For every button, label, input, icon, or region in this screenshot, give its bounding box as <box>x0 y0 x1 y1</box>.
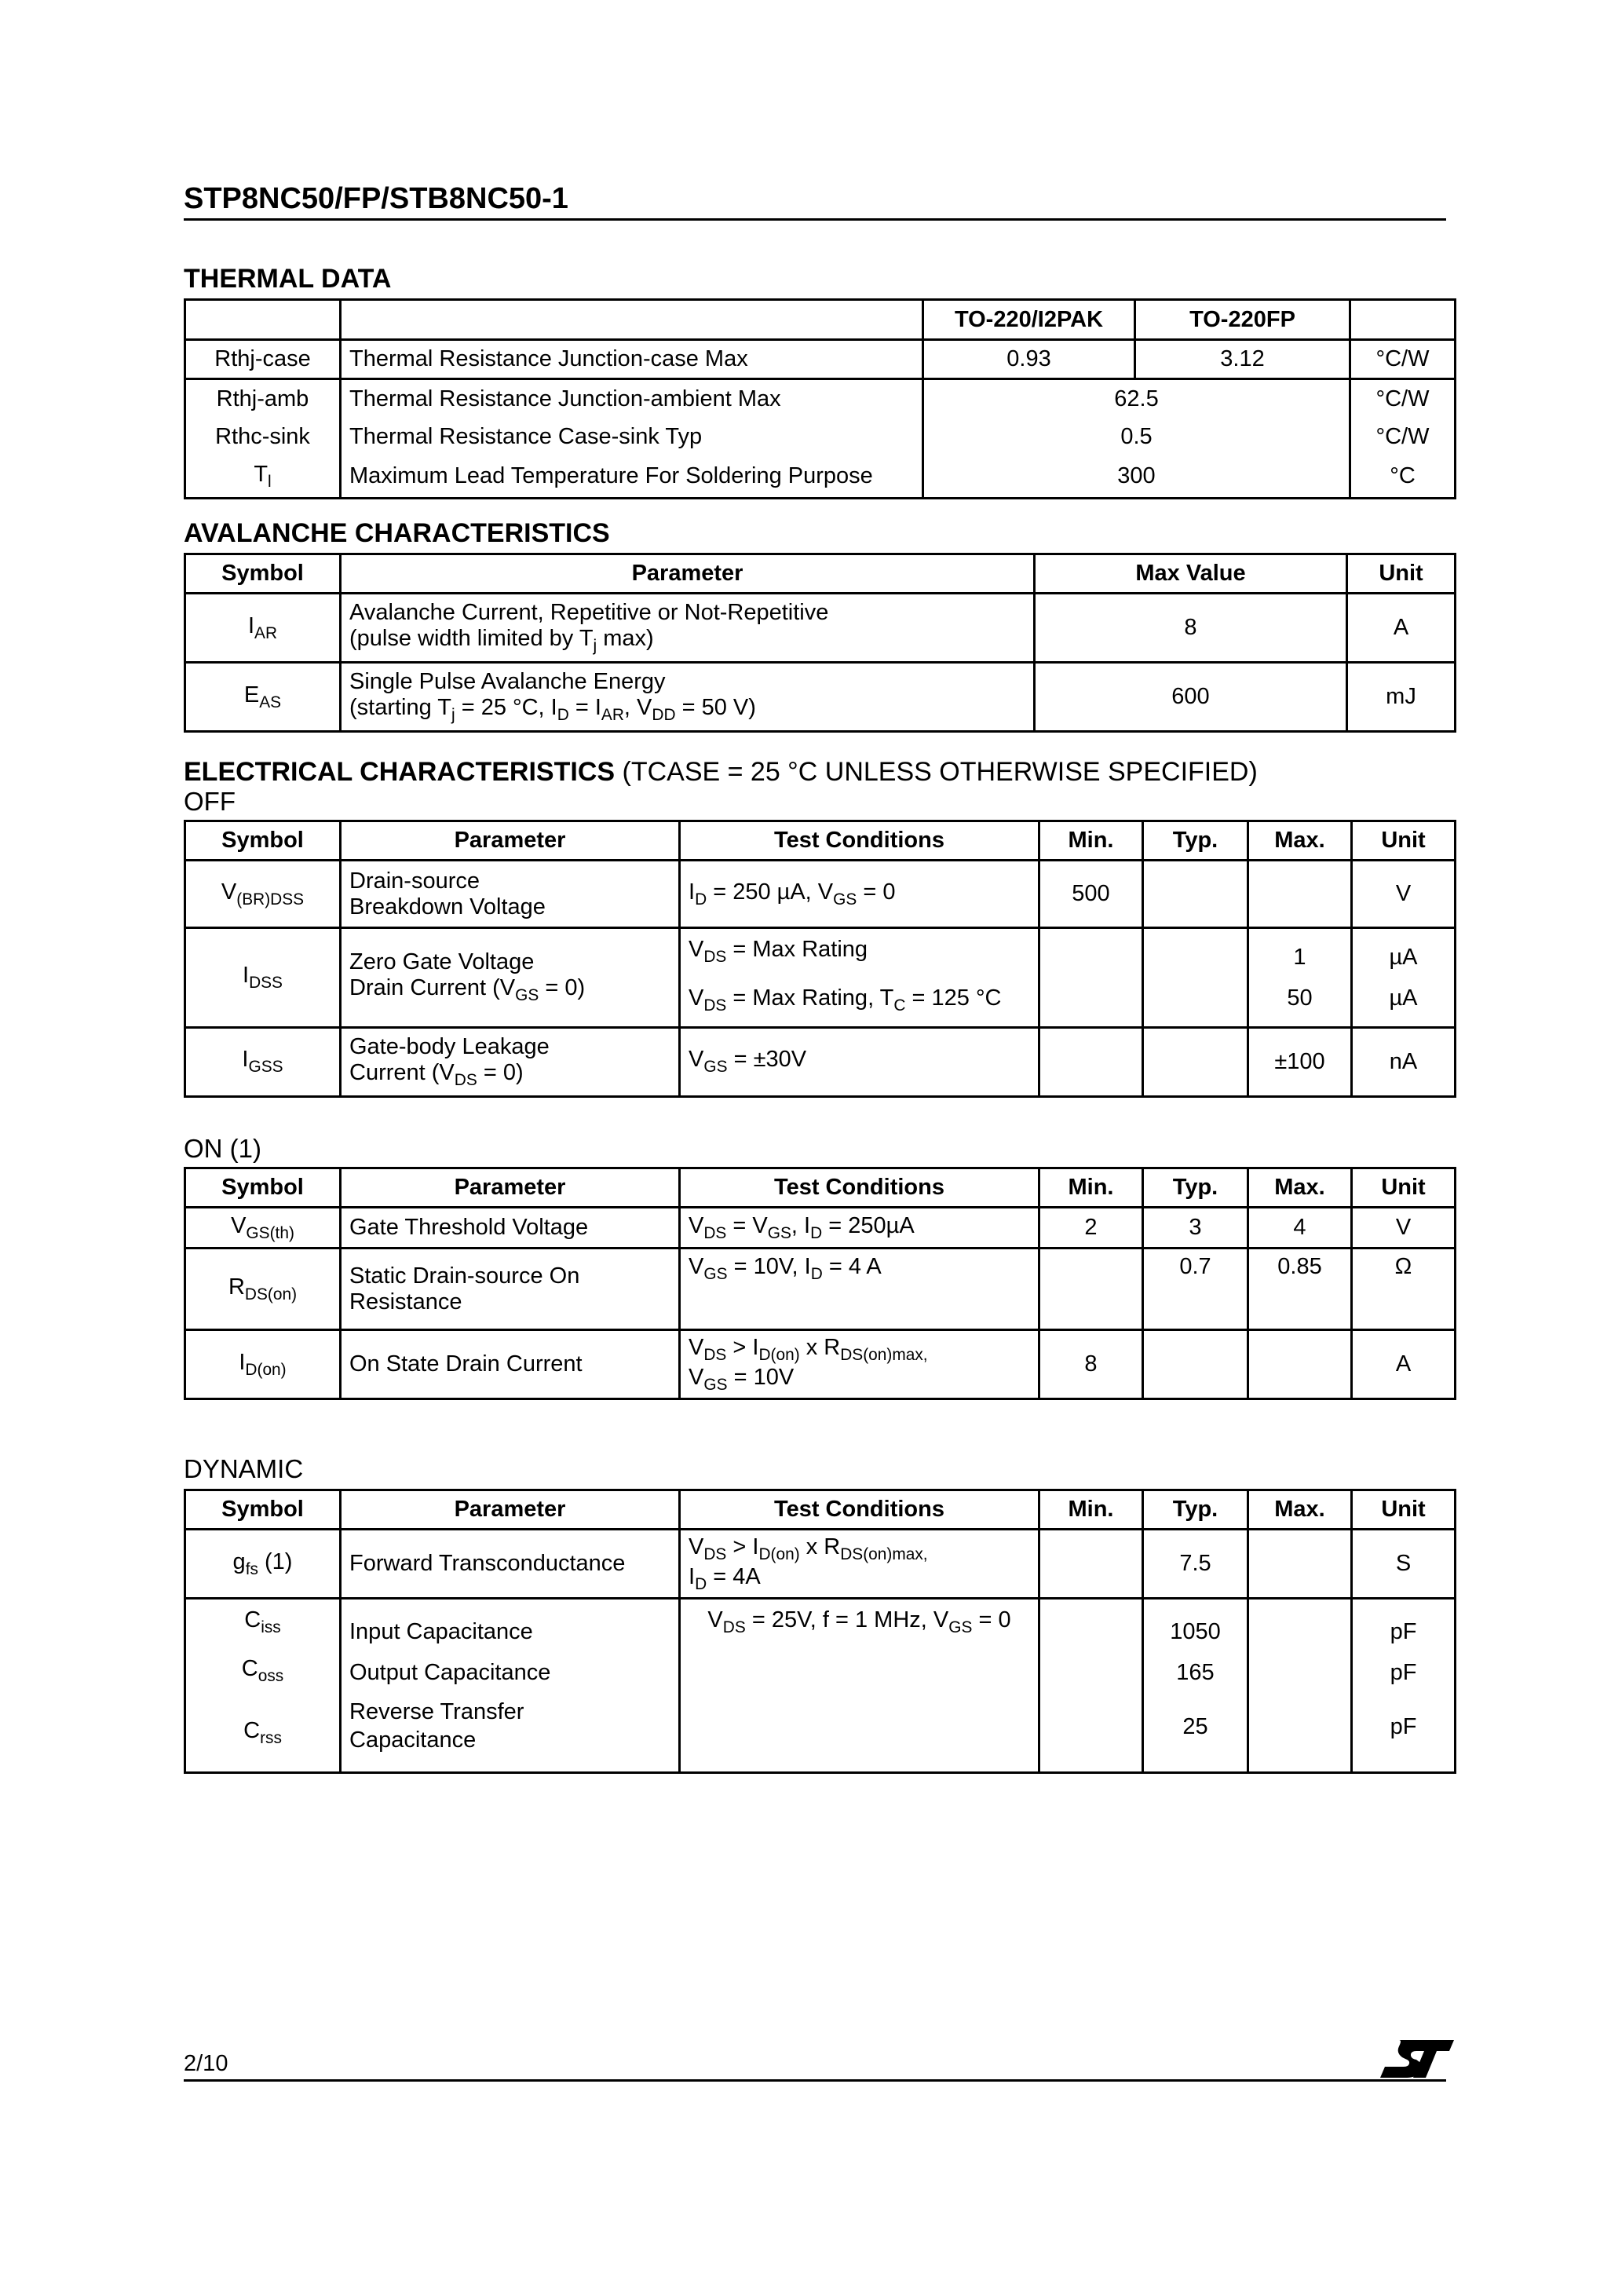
table-row <box>185 419 1456 456</box>
parameter-cell: On State Drain Current <box>341 1330 680 1399</box>
column-header: TO-220/I2PAK <box>923 300 1135 340</box>
column-header: Test Conditions <box>680 821 1039 861</box>
parameter-cell: Input Capacitance Output Capacitance Reverse Transfer Capacitance <box>341 1599 680 1773</box>
typ-cell: 0.7 <box>1143 1249 1248 1330</box>
column-header: Max. <box>1248 821 1352 861</box>
table-row <box>185 1208 1456 1249</box>
unit-cell: V <box>1352 861 1456 928</box>
title-rule <box>184 218 1446 221</box>
symbol-cell: $I_{GSS}$ <box>185 1027 341 1096</box>
symbol-cell: $g_{fs}$ (1) <box>185 1530 341 1599</box>
column-header: Test Conditions <box>680 1168 1039 1208</box>
parameter-cell: Thermal Resistance Junction-ambient Max <box>341 379 923 419</box>
unit-cell: S <box>1352 1530 1456 1599</box>
max-cell: ±100 <box>1248 1027 1352 1096</box>
value-cell: 62.5 <box>923 379 1350 419</box>
avalanche-title: AVALANCHE CHARACTERISTICS <box>184 518 610 548</box>
parameter-cell: Gate-body Leakage Current $(V_{DS} = 0)$ <box>341 1027 680 1096</box>
max-cell: 0.85 <box>1248 1249 1352 1330</box>
condition-cell: $V_{DS} = V_{GS}$, $I_D = 250\mu A$ <box>680 1208 1039 1249</box>
condition-cell: $I_D = 250$ µA, $V_{GS} = 0$ <box>680 861 1039 928</box>
avalanche-table <box>184 553 1456 733</box>
symbol-cell: $I_{D(on)}$ <box>185 1330 341 1399</box>
column-header: Typ. <box>1143 1490 1248 1530</box>
table-row <box>185 1027 1456 1096</box>
symbol-cell: Rthc-sink <box>185 419 341 456</box>
table-row <box>185 1168 1456 1208</box>
parameter-cell: Drain-source Breakdown Voltage <box>341 861 680 928</box>
document-title: STP8NC50/FP/STB8NC50-1 <box>184 182 568 215</box>
symbol-cell: Rthj-case <box>185 340 341 379</box>
column-header: Max Value <box>1035 554 1347 594</box>
column-header: Min. <box>1039 1490 1143 1530</box>
unit-cell: °C/W <box>1350 340 1456 379</box>
unit-cell: A <box>1347 594 1456 663</box>
electrical-title: ELECTRICAL CHARACTERISTICS (TCASE = 25 °C UNLESS OTHERWISE SPECIFIED) <box>184 757 1258 787</box>
table-row <box>185 861 1456 928</box>
table-row <box>185 456 1456 499</box>
st-logo-icon <box>1377 2035 1456 2082</box>
table-row <box>185 379 1456 419</box>
parameter-cell: Single Pulse Avalanche Energy (starting $T_j = 25$ °C, $I_D = I_{AR}$, $V_{DD} = 50$ V) <box>341 663 1035 732</box>
parameter-cell: Forward Transconductance <box>341 1530 680 1599</box>
min-cell: 500 <box>1039 861 1143 928</box>
unit-cell: nA <box>1352 1027 1456 1096</box>
symbol-cell: $V_{GS(th)}$ <box>185 1208 341 1249</box>
max-cell: 4 <box>1248 1208 1352 1249</box>
table-row <box>185 928 1456 1028</box>
unit-cell: °C/W <box>1350 419 1456 456</box>
value-cell: 3.12 <box>1135 340 1350 379</box>
table-row <box>185 1490 1456 1530</box>
value-cell: 300 <box>923 456 1350 499</box>
max-cell <box>1248 861 1352 928</box>
column-header: Symbol <box>185 821 341 861</box>
unit-cell: A <box>1352 1330 1456 1399</box>
table-row <box>185 594 1456 663</box>
symbol-cell: Rthj-amb <box>185 379 341 419</box>
max-cell <box>1248 1530 1352 1599</box>
column-header: Unit <box>1352 1168 1456 1208</box>
column-header: Max. <box>1248 1490 1352 1530</box>
thermal-data-title: THERMAL DATA <box>184 264 392 294</box>
min-cell <box>1039 1027 1143 1096</box>
parameter-cell: Gate Threshold Voltage <box>341 1208 680 1249</box>
off-subtitle: OFF <box>184 787 236 816</box>
table-row <box>185 340 1456 379</box>
column-header: Symbol <box>185 554 341 594</box>
table-row <box>185 821 1456 861</box>
column-header: Unit <box>1347 554 1456 594</box>
typ-cell: 3 <box>1143 1208 1248 1249</box>
symbol-cell: $E_{AS}$ <box>185 663 341 732</box>
typ-cell: 7.5 <box>1143 1530 1248 1599</box>
symbol-cell: $C_{iss}$ $C_{oss}$ $C_{rss}$ <box>185 1599 341 1773</box>
column-header: Typ. <box>1143 1168 1248 1208</box>
table-row <box>185 1530 1456 1599</box>
column-header: Symbol <box>185 1168 341 1208</box>
column-header: Min. <box>1039 821 1143 861</box>
table-row <box>185 1249 1456 1330</box>
condition-cell: $V_{DS}$ = Max Rating $V_{DS}$ = Max Rating, $T_C = 125$ °C <box>680 928 1039 1028</box>
thermal-data-table <box>184 298 1456 499</box>
condition-cell: $V_{DS} = 25V$, f = 1 MHz, $V_{GS} = 0$ <box>680 1599 1039 1773</box>
min-cell <box>1039 1530 1143 1599</box>
footer-rule <box>184 2079 1446 2082</box>
unit-cell: °C/W <box>1350 379 1456 419</box>
min-cell: 8 <box>1039 1330 1143 1399</box>
symbol-cell: $T_l$ <box>185 456 341 499</box>
column-header: Unit <box>1352 821 1456 861</box>
condition-cell: $V_{DS} > I_{D(on)}$ x $R_{DS(on)max,}$ $I_D = 4A$ <box>680 1530 1039 1599</box>
symbol-cell: $V_{(BR)DSS}$ <box>185 861 341 928</box>
symbol-cell: $R_{DS(on)}$ <box>185 1249 341 1330</box>
max-cell: 1 50 <box>1248 928 1352 1028</box>
column-header: Parameter <box>341 554 1035 594</box>
unit-cell: Ω <box>1352 1249 1456 1330</box>
max-cell <box>1248 1330 1352 1399</box>
column-header: Min. <box>1039 1168 1143 1208</box>
min-cell <box>1039 928 1143 1028</box>
condition-cell: $V_{GS} = 10V$, $I_D = 4$ A <box>680 1249 1039 1330</box>
typ-cell <box>1143 1027 1248 1096</box>
table-row <box>185 663 1456 732</box>
max-cell <box>1248 1599 1352 1773</box>
typ-cell <box>1143 1330 1248 1399</box>
parameter-cell: Static Drain-source On Resistance <box>341 1249 680 1330</box>
dynamic-subtitle: DYNAMIC <box>184 1454 304 1483</box>
unit-cell: °C <box>1350 456 1456 499</box>
column-header: Parameter <box>341 1490 680 1530</box>
typ-cell: 1050 165 25 <box>1143 1599 1248 1773</box>
page-number: 2/10 <box>184 2051 228 2076</box>
parameter-cell: Thermal Resistance Case-sink Typ <box>341 419 923 456</box>
unit-cell: µA µA <box>1352 928 1456 1028</box>
parameter-cell: Thermal Resistance Junction-case Max <box>341 340 923 379</box>
value-cell: 8 <box>1035 594 1347 663</box>
condition-cell: $V_{GS} = \pm 30V$ <box>680 1027 1039 1096</box>
value-cell: 600 <box>1035 663 1347 732</box>
unit-cell: V <box>1352 1208 1456 1249</box>
column-header: Test Conditions <box>680 1490 1039 1530</box>
value-cell: 0.93 <box>923 340 1135 379</box>
off-table <box>184 820 1456 1098</box>
dynamic-table <box>184 1489 1456 1774</box>
min-cell: 2 <box>1039 1208 1143 1249</box>
column-header: Parameter <box>341 1168 680 1208</box>
column-header: Parameter <box>341 821 680 861</box>
column-header: Unit <box>1352 1490 1456 1530</box>
parameter-cell: Maximum Lead Temperature For Soldering Purpose <box>341 456 923 499</box>
column-header: Max. <box>1248 1168 1352 1208</box>
symbol-cell: $I_{AR}$ <box>185 594 341 663</box>
on-table <box>184 1167 1456 1400</box>
parameter-cell: Zero Gate Voltage Drain Current $(V_{GS} = 0)$ <box>341 928 680 1028</box>
table-row <box>185 1599 1456 1773</box>
on-subtitle: ON (1) <box>184 1134 261 1163</box>
typ-cell <box>1143 861 1248 928</box>
table-row <box>185 554 1456 594</box>
typ-cell <box>1143 928 1248 1028</box>
column-header: TO-220FP <box>1135 300 1350 340</box>
parameter-cell: Avalanche Current, Repetitive or Not-Repetitive (pulse width limited by $T_j$ max) <box>341 594 1035 663</box>
symbol-cell: $I_{DSS}$ <box>185 928 341 1028</box>
min-cell <box>1039 1599 1143 1773</box>
column-header: Symbol <box>185 1490 341 1530</box>
table-row <box>185 300 1456 340</box>
unit-cell: mJ <box>1347 663 1456 732</box>
unit-cell: pF pF pF <box>1352 1599 1456 1773</box>
value-cell: 0.5 <box>923 419 1350 456</box>
min-cell <box>1039 1249 1143 1330</box>
condition-cell: $V_{DS} > I_{D(on)}$ x $R_{DS(on)max,}$ $V_{GS} = 10V$ <box>680 1330 1039 1399</box>
column-header: Typ. <box>1143 821 1248 861</box>
table-row <box>185 1330 1456 1399</box>
